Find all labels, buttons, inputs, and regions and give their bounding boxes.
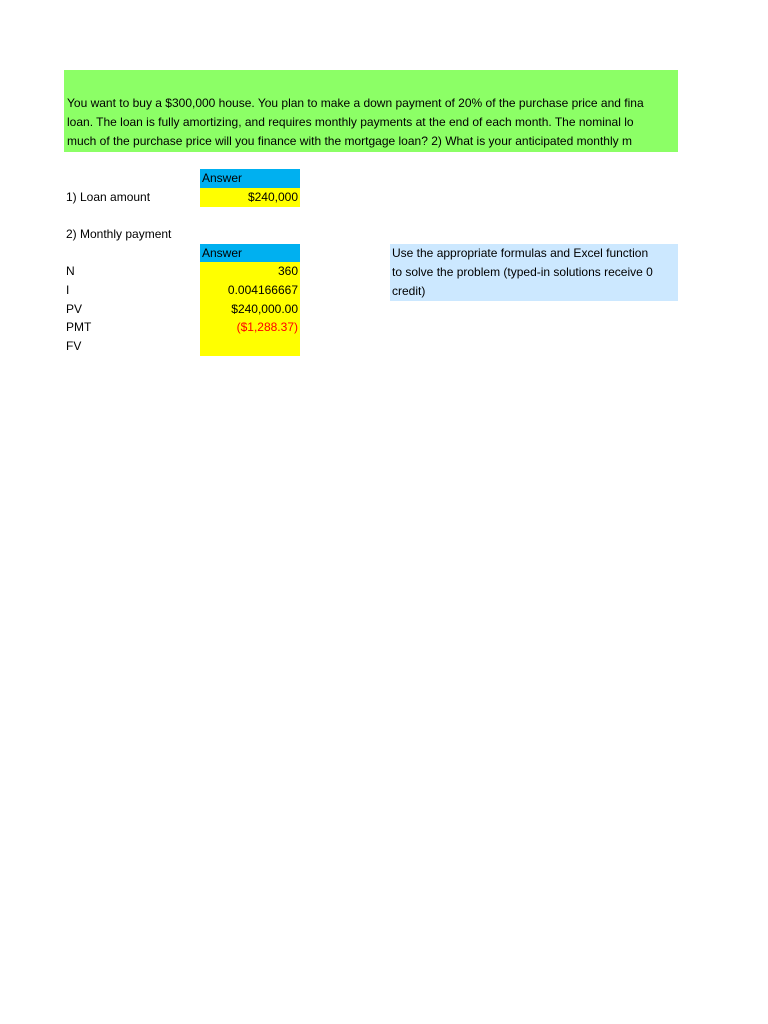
pv-value-cell[interactable]: $240,000.00 [200,300,300,319]
q2-label: 2) Monthly payment [66,227,172,241]
instruction-note[interactable] [390,244,678,301]
n-value-cell[interactable]: 360 [200,262,300,281]
row-label-fv: FV [66,339,82,353]
problem-line-1: You want to buy a $300,000 house. You plan to make a down payment of 20% of the purchase price and fina [67,96,644,110]
problem-line-3: much of the purchase price will you finance with the mortgage loan? 2) What is your anticipated monthly m [67,134,632,148]
q1-label: 1) Loan amount [66,190,151,204]
note-line-2: to solve the problem (typed-in solutions receive 0 [392,265,653,279]
pmt-value-cell[interactable]: ($1,288.37) [200,318,300,337]
problem-statement[interactable] [64,70,678,152]
note-line-1: Use the appropriate formulas and Excel function [392,246,649,260]
q1-loan-amount-cell[interactable]: $240,000 [200,188,300,207]
row-label-pv: PV [66,302,83,316]
q2-answer-header[interactable]: Answer [200,244,300,263]
fv-value-cell[interactable] [200,337,300,356]
i-value-cell[interactable]: 0.004166667 [200,281,300,300]
row-label-i: I [66,283,70,297]
q1-answer-header[interactable]: Answer [200,169,300,188]
note-line-3: credit) [392,284,426,298]
problem-line-2: loan. The loan is fully amortizing, and requires monthly payments at the end of each month. The nominal lo [67,115,634,129]
row-label-n: N [66,264,75,278]
row-label-pmt: PMT [66,320,92,334]
